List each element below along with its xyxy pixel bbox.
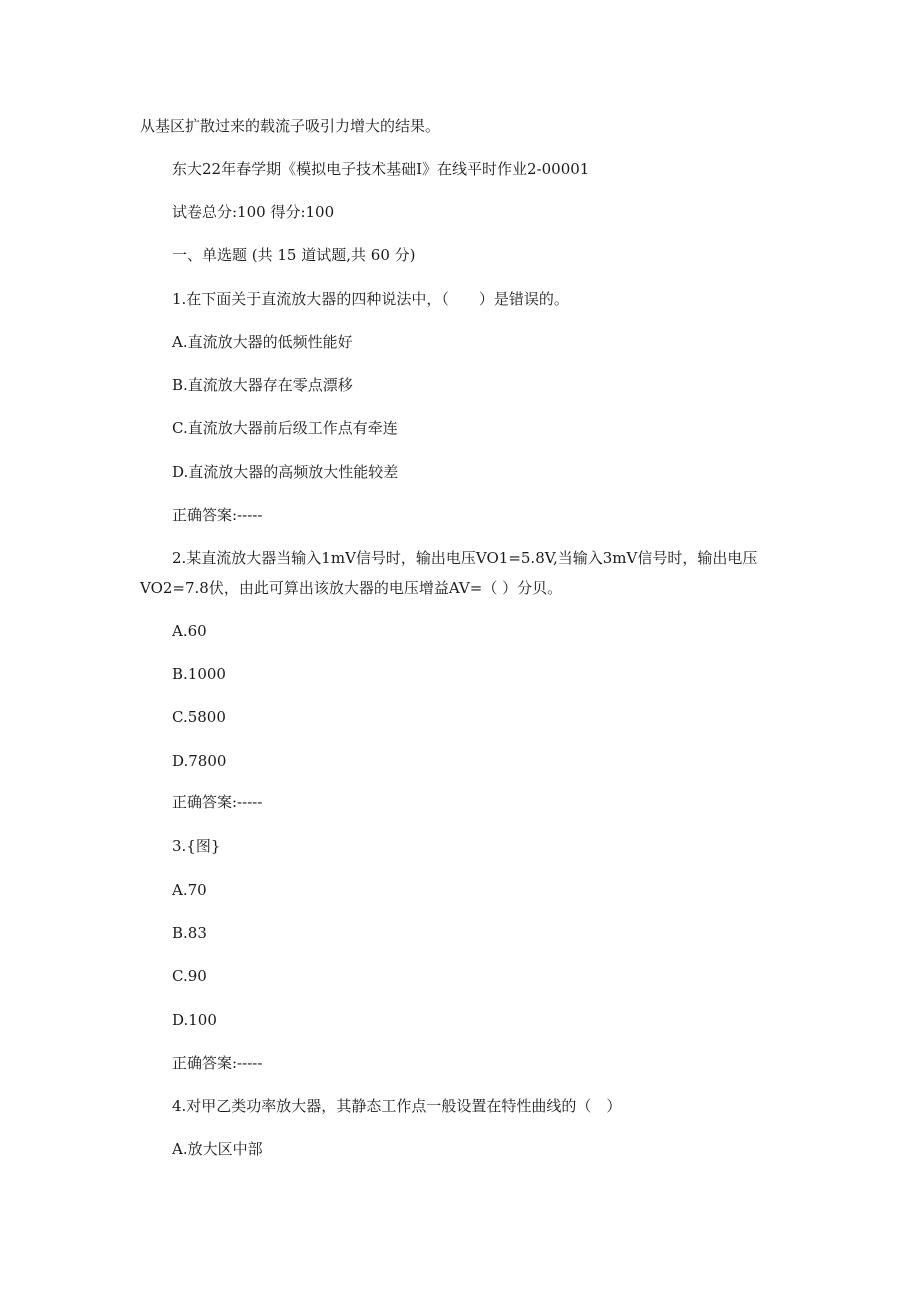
intro-tail-text: 从基区扩散过来的载流子吸引力增大的结果。 [140,117,441,135]
question-3-option-a: A.70 [172,881,207,899]
question-3-option-c: C.90 [172,967,207,985]
question-3-option-d: D.100 [172,1011,217,1029]
question-2-stem: 2.某直流放大器当输入1mV信号时，输出电压VO1=5.8V,当输入3mV信号时，输出电压VO2=7.8伏，由此可算出该放大器的电压增益AV=（ ）分贝。 [140,549,758,597]
question-3-option-b: B.83 [172,924,207,942]
question-1-answer: 正确答案:----- [172,506,263,524]
question-1-option-b: B.直流放大器存在零点漂移 [172,376,353,394]
question-2-option-a: A.60 [172,622,207,640]
question-1-option-c: C.直流放大器前后级工作点有牵连 [172,419,398,437]
section-heading: 一、单选题 (共 15 道试题,共 60 分) [172,246,416,264]
score-line: 试卷总分:100 得分:100 [172,203,335,221]
question-3-answer: 正确答案:----- [172,1054,263,1072]
question-4-option-a: A.放大区中部 [172,1140,263,1158]
assignment-title: 东大22年春学期《模拟电子技术基础Ⅰ》在线平时作业2-00001 [172,160,590,178]
question-1-option-d: D.直流放大器的高频放大性能较差 [172,463,399,481]
question-2-answer: 正确答案:----- [172,793,263,811]
question-1-stem: 1.在下面关于直流放大器的四种说法中，（ ）是错误的。 [172,290,569,308]
question-3-stem: 3.{图} [172,837,221,855]
question-4-stem: 4.对甲乙类功率放大器，其静态工作点一般设置在特性曲线的（ ） [172,1097,622,1115]
question-2-option-d: D.7800 [172,752,227,770]
question-1-option-a: A.直流放大器的低频性能好 [172,333,353,351]
question-2-option-c: C.5800 [172,708,226,726]
question-2-option-b: B.1000 [172,665,226,683]
